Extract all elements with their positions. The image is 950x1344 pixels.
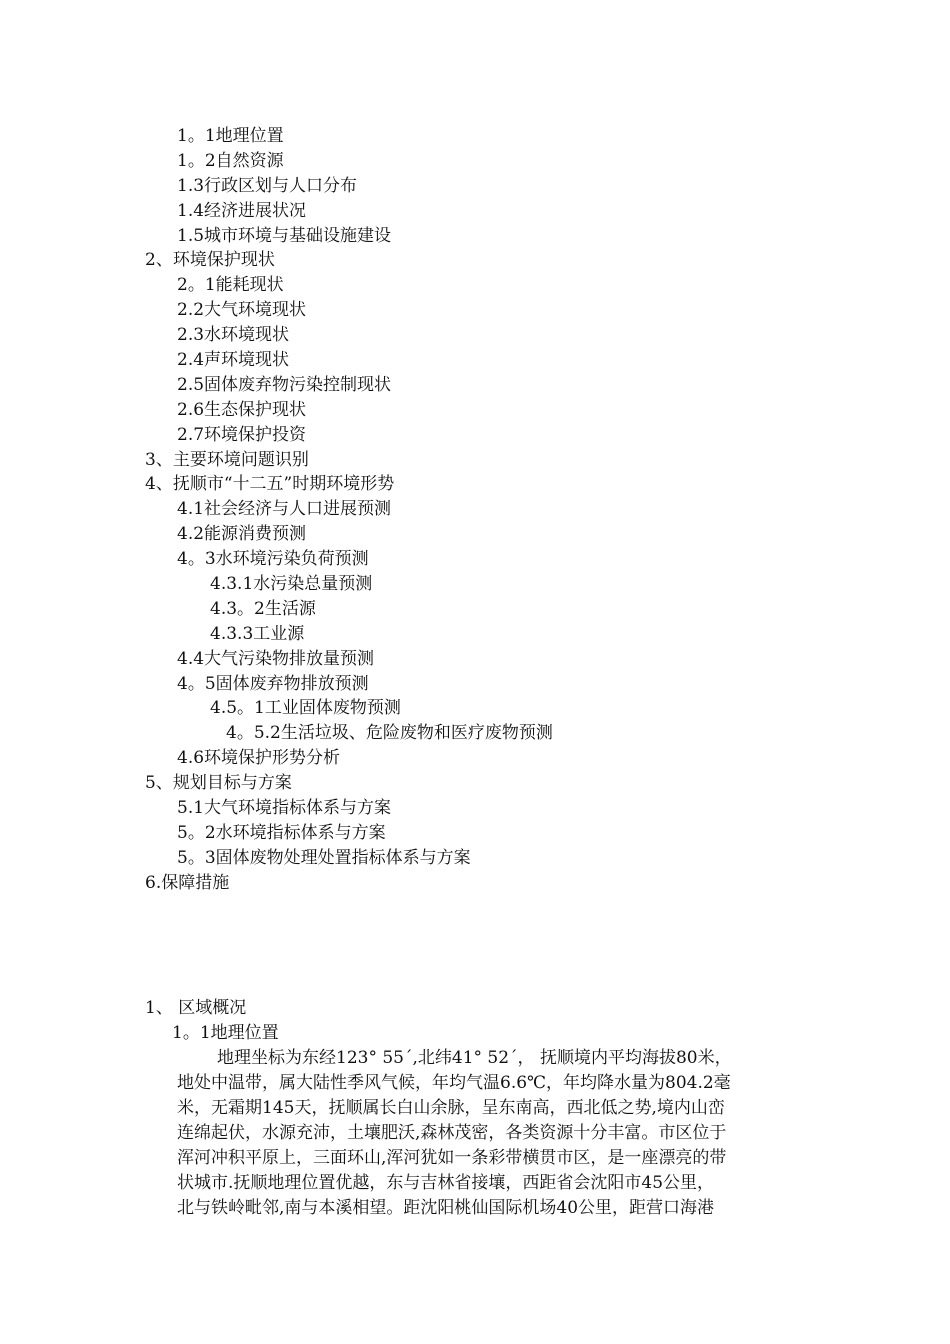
table-of-contents [0, 124, 950, 896]
toc-entry: 1。1地理位置 [177, 126, 284, 146]
paragraph-line: 米，无霜期145天，抚顺属长白山余脉，呈东南高，西北低之势,境内山峦 [177, 1098, 725, 1118]
toc-entry: 2.4声环境现状 [177, 350, 290, 371]
toc-entry: 4.6环境保护形势分析 [177, 748, 341, 769]
toc-entry: 4.3.1水污染总量预测 [210, 574, 373, 595]
section-regional-overview [0, 996, 950, 1218]
toc-entry: 6.保障措施 [145, 872, 230, 893]
body-paragraph [177, 1046, 827, 1221]
toc-entry: 4.2能源消费预测 [177, 524, 307, 545]
toc-entry: 4。3水环境污染负荷预测 [177, 549, 369, 570]
paragraph-line: 地理坐标为东经123° 55´,北纬41° 52´， 抚顺境内平均海拔80米， [217, 1048, 732, 1068]
toc-entry: 4。5.2生活垃圾、危险废物和医疗废物预测 [226, 723, 553, 744]
toc-entry: 2。1能耗现状 [177, 275, 284, 296]
paragraph-line: 状城市.抚顺地理位置优越，东与吉林省接壤，西距省会沈阳市45公里， [177, 1173, 715, 1193]
toc-entry: 2.5固体废弃物污染控制现状 [177, 374, 392, 395]
toc-entry: 4.5。1工业固体废物预测 [210, 698, 401, 719]
toc-entry: 5、规划目标与方案 [145, 773, 292, 794]
toc-entry: 5。2水环境指标体系与方案 [177, 822, 386, 843]
toc-entry: 1.3行政区划与人口分布 [177, 175, 358, 196]
toc-entry: 2.3水环境现状 [177, 325, 290, 346]
toc-entry: 5.1大气环境指标体系与方案 [177, 798, 392, 819]
toc-entry: 2.2大气环境现状 [177, 300, 307, 321]
paragraph-line: 浑河冲积平原上，三面环山,浑河犹如一条彩带横贯市区，是一座漂亮的带 [177, 1148, 727, 1168]
toc-entry: 4.3.3工业源 [210, 623, 305, 644]
toc-entry: 5。3固体废物处理处置指标体系与方案 [177, 847, 471, 868]
toc-entry: 4。5固体废弃物排放预测 [177, 673, 369, 694]
toc-entry: 3、主要环境问题识别 [145, 449, 309, 470]
toc-entry: 2.6生态保护现状 [177, 399, 307, 420]
toc-entry: 4.3。2生活源 [210, 598, 316, 619]
section-subheading: 1。1地理位置 [172, 1023, 279, 1043]
toc-entry: 2、环境保护现状 [145, 250, 275, 271]
toc-entry: 2.7环境保护投资 [177, 424, 307, 445]
toc-entry: 1.4经济进展状况 [177, 200, 307, 221]
toc-entry: 1.5城市环境与基础设施建设 [177, 225, 392, 246]
paragraph-line: 地处中温带，属大陆性季风气候，年均气温6.6℃，年均降水量为804.2毫 [177, 1073, 731, 1093]
toc-entry: 4、抚顺市“十二五”时期环境形势 [145, 474, 395, 495]
paragraph-line: 连绵起伏，水源充沛，土壤肥沃,森林茂密，各类资源十分丰富。市区位于 [177, 1123, 727, 1143]
toc-entry: 1。2自然资源 [177, 150, 284, 171]
section-heading: 1、 区域概况 [145, 998, 247, 1018]
paragraph-line: 北与铁岭毗邻,南与本溪相望。距沈阳桃仙国际机场40公里，距营口海港 [177, 1198, 715, 1218]
toc-entry: 4.4大气污染物排放量预测 [177, 648, 375, 669]
toc-entry: 4.1社会经济与人口进展预测 [177, 499, 392, 520]
